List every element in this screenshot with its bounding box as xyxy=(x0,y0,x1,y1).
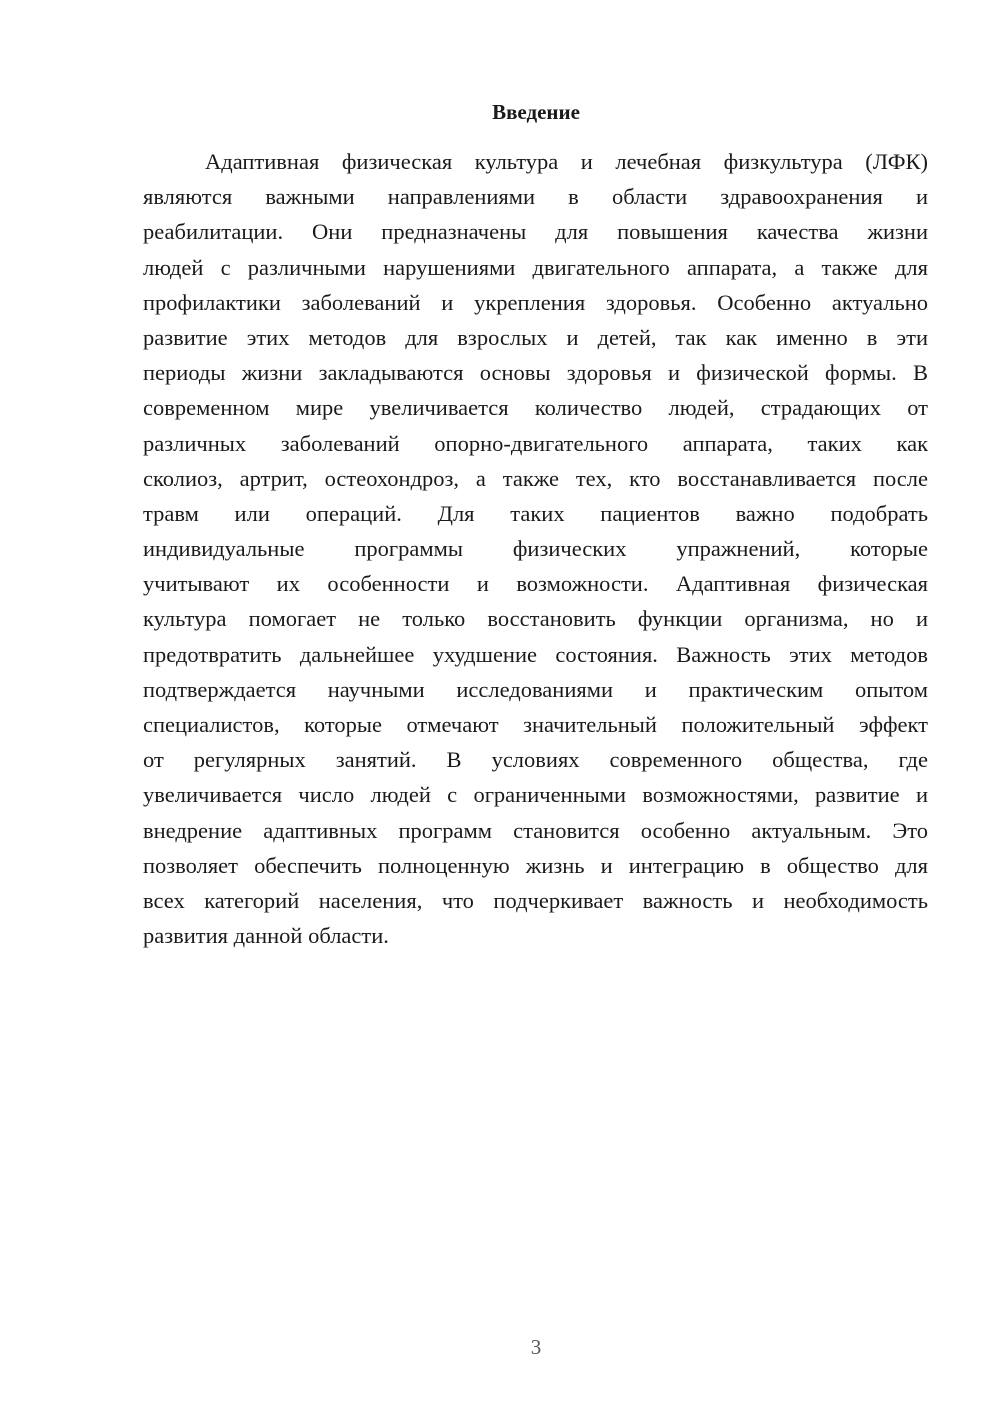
paragraph-line: травм или операций. Для таких пациентов важно подобрать xyxy=(143,500,928,526)
paragraph-line: людей с различными нарушениями двигательного аппарата, а также для xyxy=(143,254,928,280)
paragraph-line: сколиоз, артрит, остеохондроз, а также тех, кто восстанавливается после xyxy=(143,465,928,491)
paragraph-line: различных заболеваний опорно-двигательного аппарата, таких как xyxy=(143,430,928,456)
paragraph-line: развития данной области. xyxy=(143,923,389,949)
paragraph-line: учитывают их особенности и возможности. Адаптивная физическая xyxy=(143,571,928,597)
paragraph-line: от регулярных занятий. В условиях современного общества, где xyxy=(143,747,928,773)
paragraph-line: современном мире увеличивается количество людей, страдающих от xyxy=(143,395,928,421)
paragraph-line: увеличивается число людей с ограниченными возможностями, развитие и xyxy=(143,782,928,808)
paragraph-line: всех категорий населения, что подчеркивает важность и необходимость xyxy=(143,887,928,913)
paragraph-line: Адаптивная физическая культура и лечебная физкультура (ЛФК) xyxy=(205,149,928,174)
page-number: 3 xyxy=(530,1335,542,1359)
paragraph-line: специалистов, которые отмечают значительный положительный эффект xyxy=(143,712,928,737)
paragraph-line: развитие этих методов для взрослых и детей, так как именно в эти xyxy=(143,324,928,350)
body-paragraph xyxy=(143,144,928,953)
paragraph-line: культура помогает не только восстановить функции организма, но и xyxy=(143,606,928,632)
paragraph-line: периоды жизни закладываются основы здоровья и физической формы. В xyxy=(143,360,928,386)
paragraph-line: реабилитации. Они предназначены для повышения качества жизни xyxy=(143,219,928,245)
paragraph-line: профилактики заболеваний и укрепления здоровья. Особенно актуально xyxy=(143,289,928,315)
paragraph-line: предотвратить дальнейшее ухудшение состояния. Важность этих методов xyxy=(143,641,928,667)
paragraph-line: подтверждается научными исследованиями и практическим опытом xyxy=(143,676,928,702)
paragraph-line: внедрение адаптивных программ становится особенно актуальным. Это xyxy=(143,817,928,843)
paragraph-line: индивидуальные программы физических упражнений, которые xyxy=(143,536,928,562)
paragraph-line: являются важными направлениями в области здравоохранения и xyxy=(143,184,928,210)
paragraph-line: позволяет обеспечить полноценную жизнь и интеграцию в общество для xyxy=(143,852,928,878)
section-heading: Введение xyxy=(492,100,580,124)
